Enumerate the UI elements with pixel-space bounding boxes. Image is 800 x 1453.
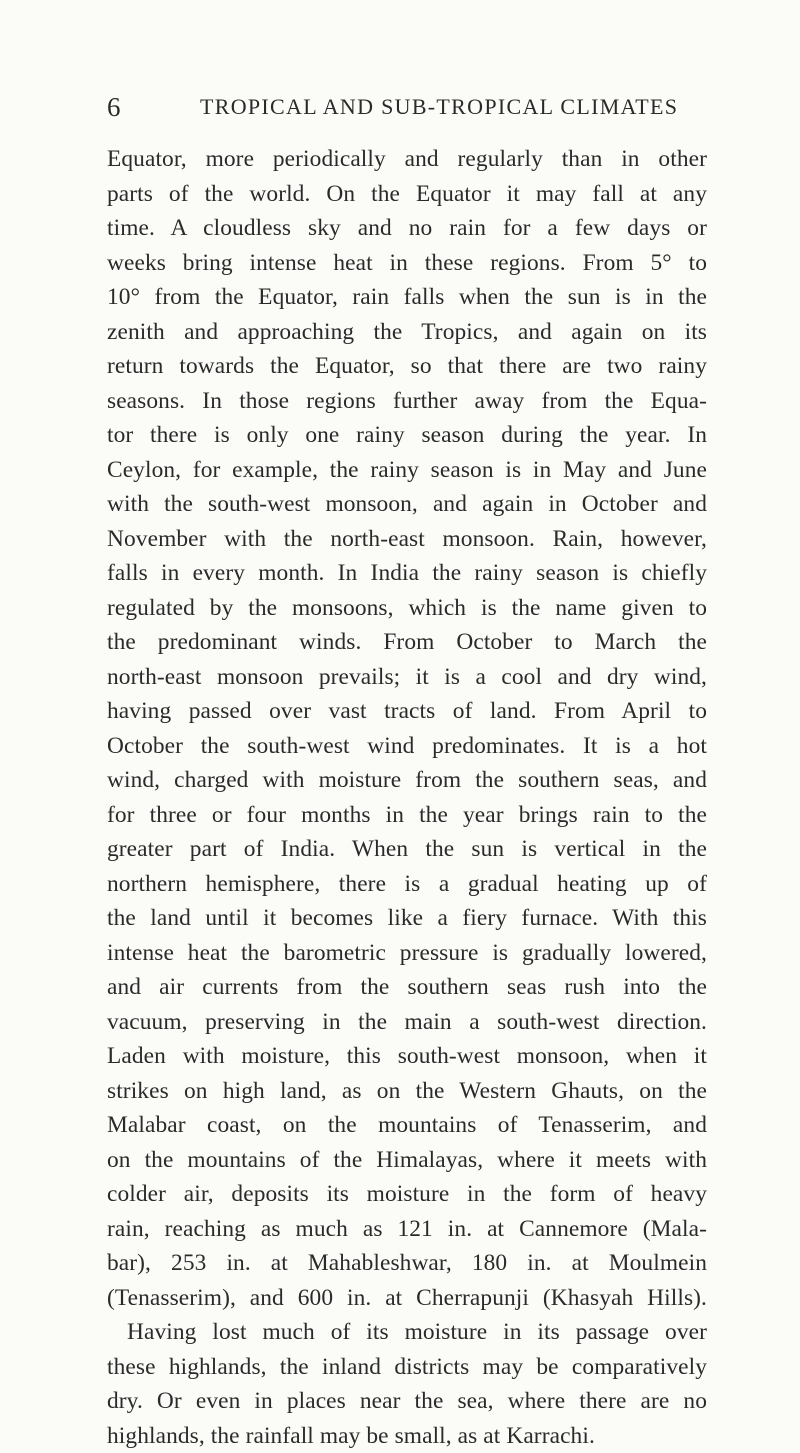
running-head: TROPICAL AND SUB-TROPICAL CLIMATES: [200, 90, 678, 124]
page-header: [107, 90, 707, 124]
text-line: time. A cloudless sky and no rain for a few days or: [107, 211, 707, 246]
text-line: 10° from the Equator, rain falls when the sun is in the: [107, 280, 707, 315]
text-line: for three or four months in the year brings rain to the: [107, 798, 707, 833]
text-line: having passed over vast tracts of land. From April to: [107, 694, 707, 729]
text-line: parts of the world. On the Equator it may fall at any: [107, 177, 707, 212]
text-line: return towards the Equator, so that there are two rainy: [107, 349, 707, 384]
text-line: strikes on high land, as on the Western Ghauts, on the: [107, 1074, 707, 1109]
page-number: 6: [107, 90, 121, 124]
text-line: wind, charged with moisture from the southern seas, and: [107, 763, 707, 798]
text-line: with the south-west monsoon, and again in October and: [107, 487, 707, 522]
text-line: October the south-west wind predominates. It is a hot: [107, 729, 707, 764]
text-line: zenith and approaching the Tropics, and again on its: [107, 315, 707, 350]
text-line: falls in every month. In India the rainy season is chiefly: [107, 556, 707, 591]
text-line: greater part of India. When the sun is vertical in the: [107, 832, 707, 867]
text-line: Malabar coast, on the mountains of Tenasserim, and: [107, 1108, 707, 1143]
text-line: vacuum, preserving in the main a south-west direction.: [107, 1005, 707, 1040]
text-line: (Tenasserim), and 600 in. at Cherrapunji (Khasyah Hills).: [107, 1281, 707, 1316]
text-line: Equator, more periodically and regularly than in other: [107, 142, 707, 177]
text-line: dry. Or even in places near the sea, where there are no: [107, 1384, 707, 1419]
text-line: weeks bring intense heat in these regions. From 5° to: [107, 246, 707, 281]
body-text: [107, 142, 707, 1453]
text-line: tor there is only one rainy season during the year. In: [107, 418, 707, 453]
text-line: rain, reaching as much as 121 in. at Cannemore (Mala-: [107, 1212, 707, 1247]
text-line: these highlands, the inland districts may be comparatively: [107, 1350, 707, 1385]
text-line: seasons. In those regions further away from the Equa-: [107, 384, 707, 419]
text-line: November with the north-east monsoon. Rain, however,: [107, 522, 707, 557]
text-line: on the mountains of the Himalayas, where it meets with: [107, 1143, 707, 1178]
text-line: the predominant winds. From October to March the: [107, 625, 707, 660]
text-line: Ceylon, for example, the rainy season is in May and June: [107, 453, 707, 488]
text-line: regulated by the monsoons, which is the name given to: [107, 591, 707, 626]
text-line: and air currents from the southern seas rush into the: [107, 970, 707, 1005]
text-line: Laden with moisture, this south-west monsoon, when it: [107, 1039, 707, 1074]
text-line: the land until it becomes like a fiery furnace. With this: [107, 901, 707, 936]
text-line: Having lost much of its moisture in its passage over: [107, 1315, 707, 1350]
text-line: northern hemisphere, there is a gradual heating up of: [107, 867, 707, 902]
text-line: intense heat the barometric pressure is gradually lowered,: [107, 936, 707, 971]
text-line: north-east monsoon prevails; it is a cool and dry wind,: [107, 660, 707, 695]
text-line: highlands, the rainfall may be small, as at Karrachi.: [107, 1419, 707, 1453]
text-line: colder air, deposits its moisture in the form of heavy: [107, 1177, 707, 1212]
text-line: bar), 253 in. at Mahableshwar, 180 in. at Moulmein: [107, 1246, 707, 1281]
